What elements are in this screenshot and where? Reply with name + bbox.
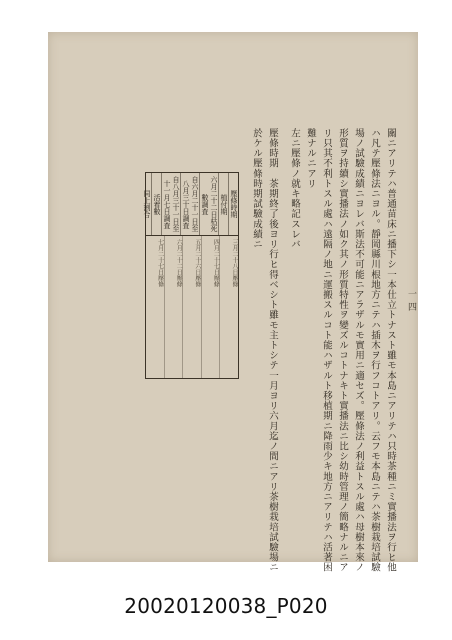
table-header-cell: 植付期: [218, 173, 228, 235]
table-row: 四月二十七日壓條: [201, 235, 220, 378]
text-column: 難ナルニアリ: [305, 128, 316, 189]
table-header-cell: 自六月二十一日至八月三十日調査: [180, 173, 199, 235]
text-column: 左ニ壓條ノ就キ略記スレバ: [289, 128, 300, 250]
text-column: 場ノ試驗成績ニヨレバ斯法不可能ニアラザルモ實用ニ適セズ。壓條法ノ利益トスル處ハ母樹本來ノ: [353, 128, 364, 573]
table-row: 三月二十八日壓條: [219, 235, 238, 378]
layering-time-table: [145, 172, 239, 379]
table-header-cell: 同上割合: [143, 190, 151, 218]
text-column: 於ケル壓條時期試驗成績ニ: [251, 128, 262, 250]
text-column: 關ニアリテハ普通苗床ニ播下シ一本仕立トナスト雖モ本島ニアリテハ只時茶種ニミ實播法ヲ行ヒ他: [385, 128, 396, 573]
table-row: 七月二十七日壓條: [156, 239, 164, 287]
text-column: ハ凡テ壓條法ニヨル。靜岡縣川根地方ニテハ插木ヲ行フコトアリ。云フモ本島ニテハ茶樹栽培試驗: [369, 128, 380, 573]
text-column: 形質ヲ持續シ實播法ノ如ク其ノ形質特性ヲ變ズルコトナキト實播法ニ比シ幼時管理ノ簡略ナルニア: [337, 128, 348, 573]
table-header-cell: 活着數: [151, 173, 161, 235]
body-text: [226, 128, 396, 573]
table-header: [143, 173, 238, 236]
document-page: [48, 32, 418, 573]
table-header-cell: 六月二十二日枯死數調査: [199, 173, 218, 235]
table-header-cell: 壓條時期: [228, 173, 238, 235]
text-column: 壓條時期 茶期終了後ヨリ行ヒ得ベシト雖モ主トシテ一月ヨリ六月迄ノ間ニアリ茶樹栽培試驗場ニ: [267, 128, 278, 573]
image-id-caption: 20020120038_P020: [124, 594, 328, 618]
table-header-cell: 自八月三十一日至十一月七日調査: [161, 173, 180, 235]
table-row: 五月二十六日壓條: [182, 235, 201, 378]
table-row: 六月二十二日壓條: [164, 235, 183, 378]
text-column: リ只其不利トスル處ハ遠隔ノ地ニ運搬スルコト能ハザルト移植期ニ降雨少キ地方ニアリテハ活著困: [321, 128, 332, 573]
table-body: [146, 235, 238, 378]
page-number: 一四: [408, 290, 418, 313]
